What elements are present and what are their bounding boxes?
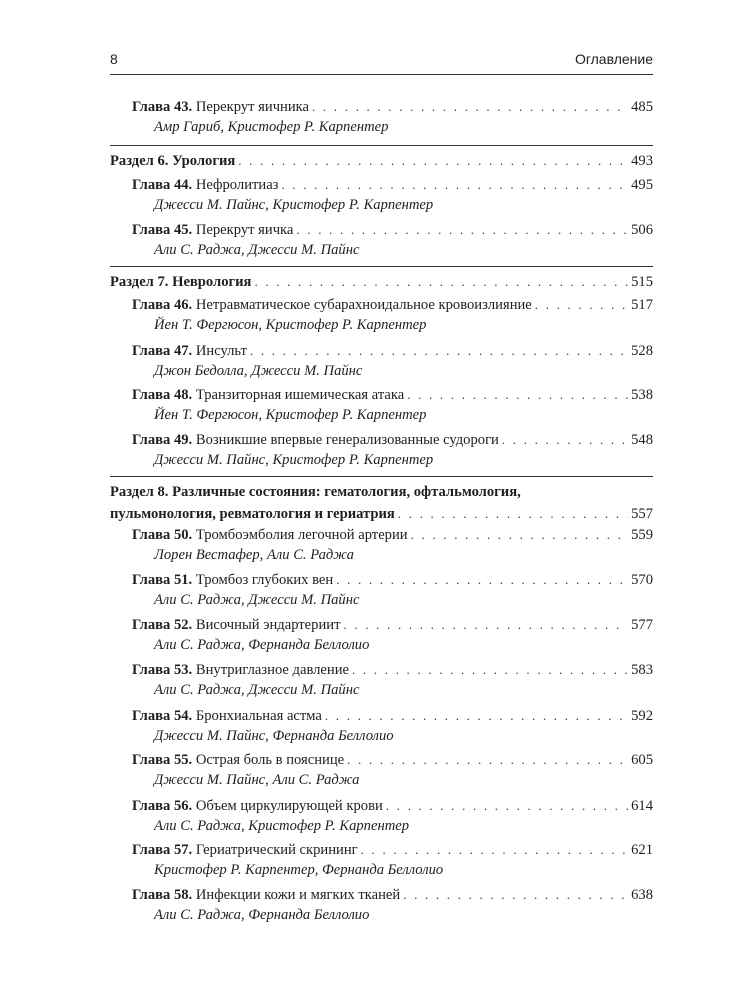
leader-dots	[398, 503, 628, 524]
chapter-label: Глава 56.	[132, 798, 193, 814]
leader-dots	[361, 839, 628, 860]
chapter-title: Тромбоэмболия легочной артерии	[195, 527, 408, 543]
chapter-label: Глава 44.	[132, 177, 193, 193]
leader-dots	[336, 569, 628, 590]
chapter-title: Нефролитиаз	[195, 177, 279, 193]
chapter-authors: Джон Бедолла, Джесси М. Пайнс	[154, 363, 363, 379]
chapter-title: Перекрут яичка	[195, 222, 294, 238]
chapter-label: Глава 43.	[132, 99, 193, 115]
section-title-line1: Раздел 8. Различные состояния: гематология, офтальмология,	[110, 484, 521, 500]
leader-dots	[254, 271, 628, 292]
chapter-title: Возникшие впервые генерализованные судороги	[195, 432, 499, 448]
running-title: Оглавление	[574, 51, 653, 67]
leader-dots	[296, 219, 628, 240]
chapter-label: Глава 49.	[132, 432, 193, 448]
leader-dots	[238, 150, 628, 171]
page-ref: 548	[631, 432, 653, 448]
page-ref: 638	[631, 887, 653, 903]
chapter-title: Височный эндартериит	[195, 617, 341, 633]
header-rule	[110, 74, 653, 75]
leader-dots	[325, 705, 628, 726]
chapter-authors: Джесси М. Пайнс, Кристофер Р. Карпентер	[154, 197, 434, 213]
chapter-authors: Джесси М. Пайнс, Фернанда Беллолио	[154, 728, 394, 744]
page-ref: 621	[631, 842, 653, 858]
toc-chapter-49[interactable]	[110, 429, 653, 470]
page-header	[110, 51, 653, 71]
toc-section-6[interactable]	[110, 150, 653, 171]
chapter-title: Инфекции кожи и мягких тканей	[195, 887, 401, 903]
chapter-authors: Йен Т. Фергюсон, Кристофер Р. Карпентер	[154, 317, 427, 333]
page-ref: 515	[631, 274, 653, 290]
page-ref: 614	[631, 798, 653, 814]
chapter-label: Глава 54.	[132, 708, 193, 724]
toc-chapter-55[interactable]	[110, 749, 653, 790]
section-title: Раздел 7. Неврология	[110, 274, 252, 290]
section-divider	[110, 266, 653, 267]
page-ref: 557	[631, 506, 653, 522]
leader-dots	[535, 294, 628, 315]
section-title-line2: пульмонология, ревматология и гериатрия	[110, 506, 395, 522]
chapter-label: Глава 51.	[132, 572, 193, 588]
leader-dots	[347, 749, 628, 770]
chapter-authors: Али С. Раджа, Фернанда Беллолио	[154, 907, 370, 923]
leader-dots	[343, 614, 628, 635]
page-ref: 559	[631, 527, 653, 543]
page-ref: 528	[631, 343, 653, 359]
page-ref: 506	[631, 222, 653, 238]
chapter-authors: Али С. Раджа, Джесси М. Пайнс	[154, 592, 360, 608]
leader-dots	[250, 340, 628, 361]
section-divider	[110, 476, 653, 477]
chapter-title: Бронхиальная астма	[195, 708, 322, 724]
chapter-label: Глава 48.	[132, 387, 193, 403]
chapter-title: Перекрут яичника	[195, 99, 309, 115]
leader-dots	[502, 429, 628, 450]
leader-dots	[352, 659, 628, 680]
leader-dots	[407, 384, 628, 405]
toc-section-7[interactable]	[110, 271, 653, 292]
chapter-authors: Йен Т. Фергюсон, Кристофер Р. Карпентер	[154, 407, 427, 423]
section-divider	[110, 145, 653, 146]
leader-dots	[403, 884, 628, 905]
leader-dots	[411, 524, 629, 545]
chapter-authors: Джесси М. Пайнс, Али С. Раджа	[154, 772, 360, 788]
section-title: Раздел 6. Урология	[110, 153, 236, 169]
page-ref: 495	[631, 177, 653, 193]
toc-chapter-51[interactable]	[110, 569, 653, 610]
chapter-title: Объем циркулирующей крови	[195, 798, 383, 814]
chapter-authors: Амр Гариб, Кристофер Р. Карпентер	[154, 119, 389, 135]
chapter-label: Глава 46.	[132, 297, 193, 313]
toc-section-8[interactable]	[110, 482, 653, 524]
chapter-title: Тромбоз глубоких вен	[195, 572, 334, 588]
page-ref: 493	[631, 153, 653, 169]
page-ref: 592	[631, 708, 653, 724]
chapter-label: Глава 58.	[132, 887, 193, 903]
page-ref: 577	[631, 617, 653, 633]
toc-chapter-44[interactable]	[110, 174, 653, 215]
chapter-authors: Джесси М. Пайнс, Кристофер Р. Карпентер	[154, 452, 434, 468]
chapter-label: Глава 47.	[132, 343, 193, 359]
toc-chapter-46[interactable]	[110, 294, 653, 335]
page-ref: 517	[631, 297, 653, 313]
chapter-authors: Али С. Раджа, Фернанда Беллолио	[154, 637, 370, 653]
leader-dots	[312, 96, 628, 117]
leader-dots	[386, 795, 628, 816]
toc-chapter-53[interactable]	[110, 659, 653, 700]
page-ref: 538	[631, 387, 653, 403]
toc-chapter-43[interactable]	[110, 96, 653, 137]
toc-chapter-52[interactable]	[110, 614, 653, 655]
page-ref: 605	[631, 752, 653, 768]
chapter-authors: Лорен Вестафер, Али С. Раджа	[154, 547, 354, 563]
toc-chapter-45[interactable]	[110, 219, 653, 260]
chapter-authors: Али С. Раджа, Джесси М. Пайнс	[154, 682, 360, 698]
toc-chapter-50[interactable]	[110, 524, 653, 565]
toc-chapter-57[interactable]	[110, 839, 653, 880]
chapter-label: Глава 50.	[132, 527, 193, 543]
chapter-authors: Али С. Раджа, Кристофер Р. Карпентер	[154, 818, 410, 834]
toc-chapter-48[interactable]	[110, 384, 653, 425]
chapter-label: Глава 45.	[132, 222, 193, 238]
page-ref: 485	[631, 99, 653, 115]
chapter-title: Внутриглазное давление	[195, 662, 350, 678]
toc-chapter-56[interactable]	[110, 795, 653, 836]
chapter-authors: Али С. Раджа, Джесси М. Пайнс	[154, 242, 360, 258]
chapter-authors: Кристофер Р. Карпентер, Фернанда Беллолио	[154, 862, 444, 878]
toc-chapter-47[interactable]	[110, 340, 653, 381]
toc-chapter-58[interactable]	[110, 884, 653, 925]
chapter-title: Транзиторная ишемическая атака	[195, 387, 405, 403]
leader-dots	[281, 174, 628, 195]
chapter-title: Нетравматическое субарахноидальное кровоизлияние	[195, 297, 532, 313]
chapter-label: Глава 57.	[132, 842, 193, 858]
chapter-title: Гериатрический скрининг	[195, 842, 358, 858]
page-ref: 583	[631, 662, 653, 678]
page-number: 8	[110, 51, 118, 67]
chapter-title: Острая боль в пояснице	[195, 752, 345, 768]
page-ref: 570	[631, 572, 653, 588]
chapter-label: Глава 52.	[132, 617, 193, 633]
chapter-title: Инсульт	[195, 343, 247, 359]
toc-chapter-54[interactable]	[110, 705, 653, 746]
chapter-label: Глава 55.	[132, 752, 193, 768]
chapter-label: Глава 53.	[132, 662, 193, 678]
